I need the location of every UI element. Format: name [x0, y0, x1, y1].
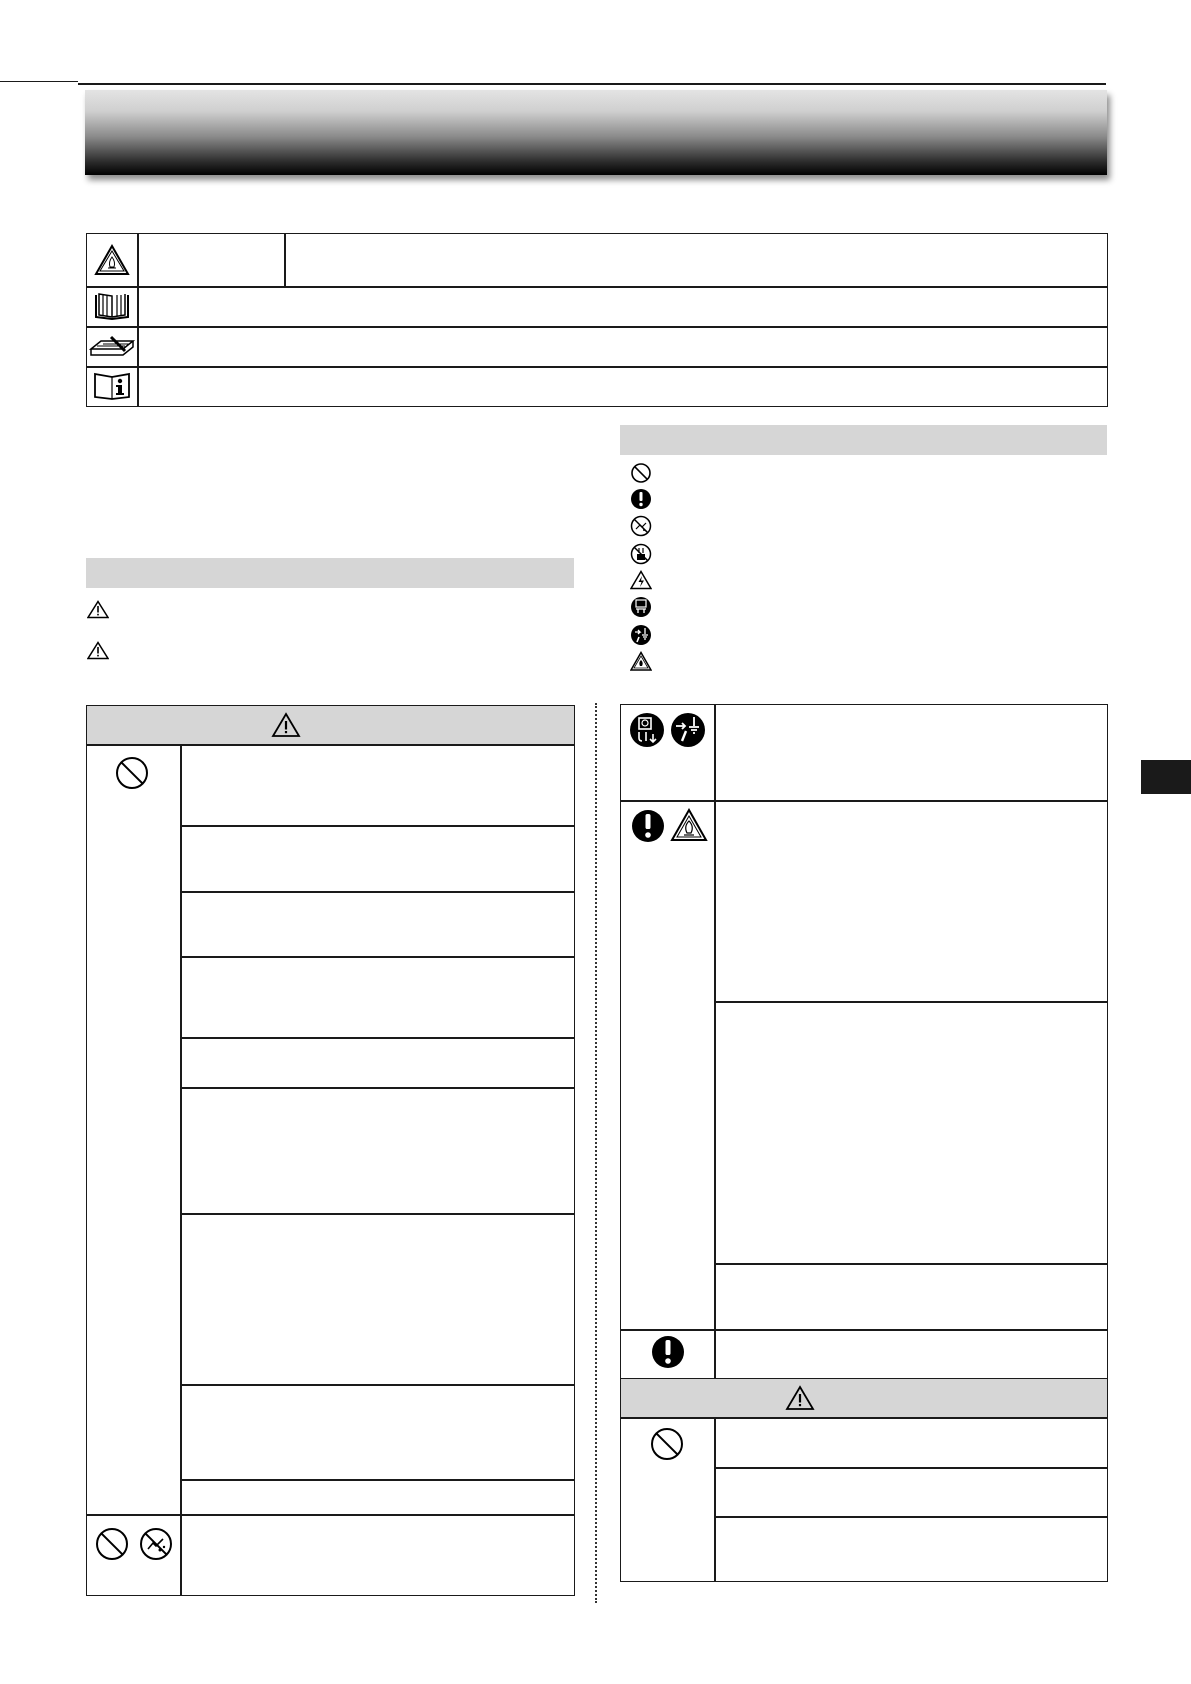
legend-row-divider	[86, 366, 1108, 368]
prohibited-icon	[650, 1427, 684, 1461]
row-divider	[714, 1001, 1108, 1003]
row-divider	[86, 1514, 575, 1516]
row-divider	[180, 1087, 575, 1089]
warning-triangle-icon	[87, 641, 109, 660]
warning-triangle-icon	[271, 712, 301, 738]
row-divider	[180, 1384, 575, 1386]
electric-shock-icon	[630, 570, 652, 590]
no-water-icon	[630, 543, 652, 565]
prohibited-icon	[630, 462, 652, 484]
chapter-side-tab	[1141, 760, 1191, 794]
section-heading-bar	[86, 558, 574, 588]
prohibited-icon	[95, 1527, 129, 1561]
warning-triangle-icon	[87, 600, 109, 619]
row-divider	[714, 1263, 1108, 1265]
row-divider	[86, 744, 575, 746]
row-divider	[180, 1479, 575, 1481]
icon-column-divider	[714, 704, 716, 1582]
legend-row-divider	[86, 326, 1108, 328]
ground-icon	[630, 624, 652, 646]
row-divider	[180, 956, 575, 958]
legend-row-divider	[86, 286, 1108, 288]
mandatory-icon	[630, 808, 666, 844]
row-divider	[180, 1213, 575, 1215]
warning-table	[86, 705, 575, 1596]
ground-icon	[670, 712, 706, 748]
no-wet-hands-icon	[139, 1527, 173, 1561]
row-divider	[714, 1516, 1108, 1518]
icon-column-divider	[180, 744, 182, 1596]
mandatory-icon	[630, 488, 652, 510]
legend-icon-divider	[137, 233, 139, 407]
flammable-warning-icon	[630, 651, 652, 672]
information-manual-icon	[93, 371, 131, 401]
section-heading-bar	[620, 425, 1107, 455]
unplug-icon	[629, 712, 665, 748]
no-wet-hands-icon	[630, 515, 652, 537]
prohibited-icon	[115, 756, 149, 790]
row-divider	[180, 891, 575, 893]
top-rule	[78, 83, 1106, 85]
row-divider	[714, 1467, 1108, 1469]
warning-table-header	[87, 706, 574, 745]
flammable-warning-icon	[670, 808, 708, 842]
unplug-icon	[630, 596, 652, 618]
row-divider	[180, 825, 575, 827]
flammable-warning-icon	[94, 244, 130, 276]
chapter-banner	[85, 90, 1107, 175]
service-manual-icon	[89, 333, 135, 359]
row-divider	[180, 1037, 575, 1039]
row-divider	[620, 1417, 1108, 1419]
top-rule-left	[0, 81, 78, 82]
read-manual-icon	[93, 291, 131, 321]
legend-label-divider	[284, 233, 286, 287]
row-divider	[620, 1329, 1108, 1331]
warning-triangle-icon	[785, 1385, 815, 1411]
symbol-legend-table	[86, 233, 1108, 407]
column-divider	[595, 703, 597, 1603]
mandatory-icon	[650, 1334, 686, 1370]
row-divider	[620, 800, 1108, 802]
caution-table-header	[621, 1379, 1107, 1417]
